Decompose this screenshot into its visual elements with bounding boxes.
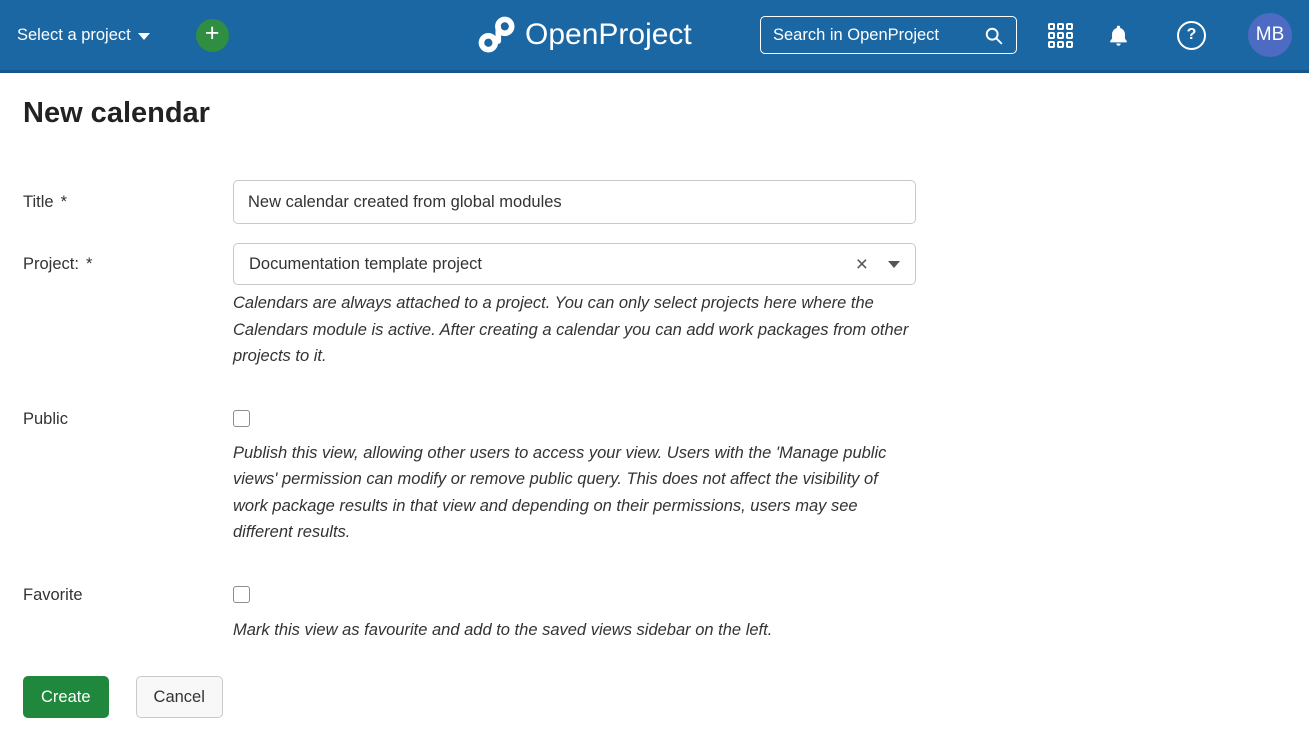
grid-dot: [1057, 32, 1064, 39]
search-placeholder-text: Search in OpenProject: [773, 25, 940, 44]
openproject-logo-text: OpenProject: [525, 18, 692, 51]
favorite-field-container: [233, 586, 916, 644]
favorite-hint-text: Mark this view as favourite and add to the saved views sidebar on the left.: [233, 620, 773, 639]
title-input[interactable]: [233, 180, 916, 224]
content-area: [0, 97, 1309, 718]
form-actions: [23, 676, 1286, 718]
header-left-section: [17, 19, 229, 52]
modules-grid-icon[interactable]: [1048, 23, 1073, 48]
header-right-section: [760, 13, 1292, 57]
chevron-down-icon: [138, 33, 150, 40]
help-icon[interactable]: [1177, 21, 1206, 50]
question-mark-glyph: ?: [1186, 26, 1197, 43]
favorite-field-row: [23, 586, 1286, 644]
project-label: [23, 243, 233, 285]
title-field-container: [233, 180, 916, 224]
public-field-row: [23, 410, 1286, 546]
page-title: New calendar: [23, 97, 210, 129]
openproject-logo-icon: [478, 16, 516, 54]
project-field-row: [23, 243, 1286, 370]
select-a-project-label: Select a project: [17, 25, 131, 44]
project-field-container: [233, 243, 916, 370]
search-icon: [983, 25, 1004, 46]
project-label-text: Project:: [23, 255, 79, 273]
title-label: [23, 180, 233, 224]
project-select[interactable]: [233, 243, 916, 285]
favorite-label: Favorite: [23, 585, 83, 604]
global-search-input[interactable]: [760, 16, 1017, 54]
avatar-initials: MB: [1255, 24, 1285, 45]
quick-add-button[interactable]: [196, 19, 229, 52]
openproject-logo[interactable]: [478, 0, 692, 70]
plus-icon: +: [204, 19, 220, 47]
new-calendar-form: [23, 180, 1286, 718]
create-button[interactable]: Create: [23, 676, 109, 718]
title-label-text: Title: [23, 193, 54, 211]
public-label: Public: [23, 409, 68, 428]
grid-dot: [1066, 41, 1073, 48]
top-navigation-bar: [0, 0, 1309, 73]
dropdown-caret-icon[interactable]: [888, 261, 900, 268]
grid-dot: [1048, 23, 1055, 30]
grid-dot: [1048, 41, 1055, 48]
grid-dot: [1066, 23, 1073, 30]
user-avatar[interactable]: [1248, 13, 1292, 57]
grid-dot: [1066, 32, 1073, 39]
select-a-project-dropdown[interactable]: [17, 20, 150, 51]
grid-dot: [1057, 23, 1064, 30]
project-hint-text: Calendars are always attached to a project. You can only select projects here where the Calendars module is active. After creating a calendar you can add work packages from other projects to it.: [233, 294, 909, 365]
clear-selection-icon[interactable]: ×: [855, 252, 868, 276]
required-marker: *: [60, 193, 67, 211]
grid-dot: [1057, 41, 1064, 48]
public-checkbox[interactable]: [233, 410, 250, 427]
favorite-checkbox[interactable]: [233, 586, 250, 603]
public-hint-text: Publish this view, allowing other users to access your view. Users with the 'Manage public views' permission can modify or remove public query. This does not affect the visibility of work package results in that view and depending on their permissions, users may see different results.: [233, 443, 887, 541]
notifications-bell-icon[interactable]: [1106, 23, 1131, 48]
cancel-button[interactable]: Cancel: [136, 676, 223, 718]
public-field-container: [233, 410, 916, 546]
project-select-value: Documentation template project: [249, 254, 482, 273]
title-field-row: [23, 180, 1286, 224]
required-marker: *: [85, 255, 93, 273]
grid-dot: [1048, 32, 1055, 39]
